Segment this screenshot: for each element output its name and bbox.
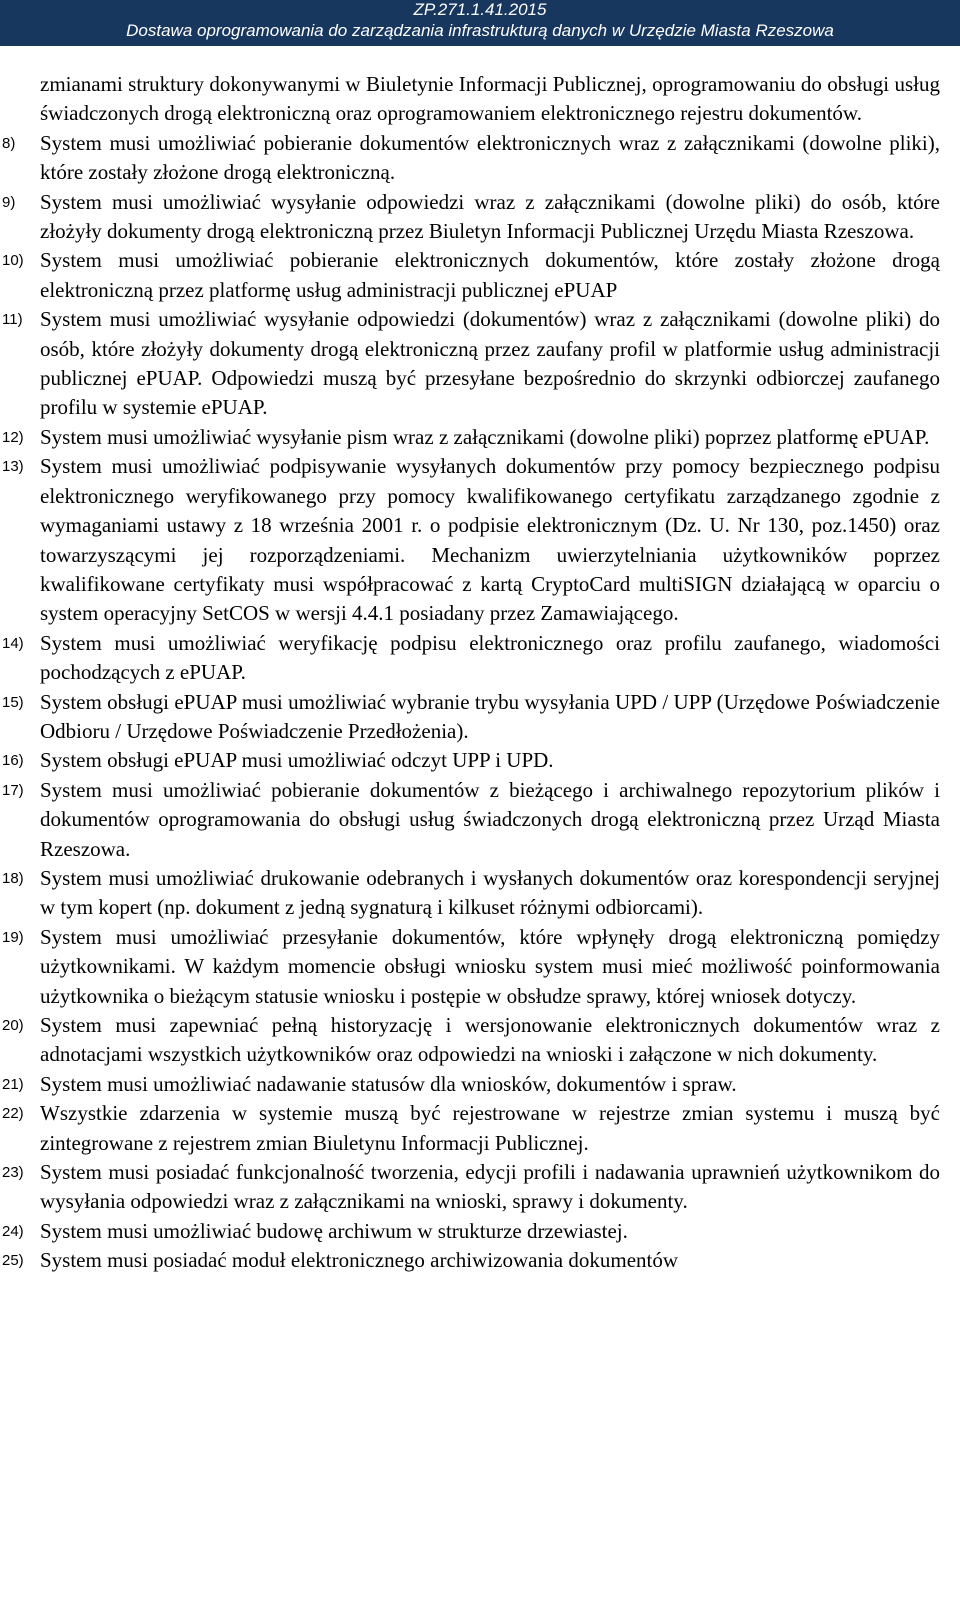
- list-item-number: 9): [2, 193, 16, 211]
- list-item-number: 24): [2, 1222, 24, 1240]
- list-item-text: System musi posiadać funkcjonalność tworzenia, edycji profili i nadawania uprawnień użytkownikom do wysyłania odpowiedzi wraz z załącznikami na wnioski, sprawy i dokumenty.: [40, 1160, 940, 1214]
- list-item: [2, 423, 940, 452]
- list-item: [2, 1070, 940, 1099]
- list-item-number: 16): [2, 752, 24, 770]
- list-item-text: System musi umożliwiać wysyłanie odpowiedzi (dokumentów) wraz z załącznikami (dowolne pliki) do osób, które złożyły dokumenty drogą elektroniczną przez zaufany profil w platformie usług administracji publicznej ePUAP. Odpowiedzi muszą być przesyłane bezpośrednio do skrzynki odbiorczej zaufanego profilu w systemie ePUAP.: [40, 307, 940, 420]
- list-item-number: 11): [2, 311, 23, 329]
- list-item-number: 20): [2, 1017, 24, 1034]
- list-item-text: System musi umożliwiać weryfikację podpisu elektronicznego oraz profilu zaufanego, wiadomości pochodzących z ePUAP.: [40, 630, 940, 685]
- requirements-list: [2, 129, 940, 1276]
- list-item-number: 13): [2, 458, 24, 476]
- list-item-text: System musi zapewniać pełną historyzację i wersjonowanie elektronicznych dokumentów wraz z adnotacjami wszystkich użytkowników oraz odpowiedzi na wnioski i załączone w nich dokumenty.: [40, 1013, 940, 1067]
- list-item-text: System musi umożliwiać podpisywanie wysyłanych dokumentów przy pomocy bezpiecznego podpisu elektronicznego weryfikowanego przy pomocy kwalifikowanego certyfikatu zarządzanego zgodnie z wymaganiami ustawy z 18 września 2001 r. o podpisie elektronicznym (Dz. U. Nr 130, poz.1450) oraz towarzyszącymi jej rozporządzeniami. Mechanizm uwierzytelniania użytkowników poprzez kwalifikowane certyfikaty musi współpracować z kartą CryptoCard multiSIGN działającą w oparciu o system operacyjny SetCOS w wersji 4.4.1 posiadany przez Zamawiającego.: [40, 454, 940, 626]
- list-item: [2, 188, 940, 247]
- list-item-text: System musi umożliwiać wysyłanie odpowiedzi wraz z załącznikami (dowolne pliki) do osób, które złożyły dokumenty drogą elektroniczną przez Biuletyn Informacji Publicznej Urzędu Miasta Rzeszowa.: [40, 189, 940, 244]
- list-item: [2, 776, 940, 864]
- list-item-number: 17): [2, 781, 24, 799]
- list-item-text: System musi umożliwiać budowę archiwum w strukturze drzewiastej.: [40, 1218, 628, 1243]
- list-item: [2, 452, 940, 628]
- list-item: [2, 629, 940, 688]
- list-item-number: 19): [2, 928, 24, 946]
- tender-reference: ZP.271.1.41.2015: [413, 0, 547, 19]
- list-item-text: System musi umożliwiać pobieranie elektronicznych dokumentów, które zostały złożone drogą elektroniczną przez platformę usług administracji publicznej ePUAP: [40, 248, 940, 302]
- document-header: [0, 0, 960, 46]
- list-item: [2, 746, 940, 775]
- list-item-number: 12): [2, 428, 24, 446]
- list-item: [2, 305, 940, 423]
- tender-subtitle: Dostawa oprogramowania do zarządzania infrastrukturą danych w Urzędzie Miasta Rzeszowa: [126, 21, 834, 40]
- list-item-text: System musi umożliwiać wysyłanie pism wraz z załącznikami (dowolne pliki) poprzez platformę ePUAP.: [40, 424, 930, 449]
- list-item-number: 22): [2, 1105, 24, 1123]
- list-item-text: System musi umożliwiać pobieranie dokumentów z bieżącego i archiwalnego repozytorium plików i dokumentów oprogramowania do obsługi usług świadczonych drogą elektroniczną przez Urząd Miasta Rzeszowa.: [40, 777, 940, 861]
- list-item-text: Wszystkie zdarzenia w systemie muszą być rejestrowane w rejestrze zmian systemu i muszą być zintegrowane z rejestrem zmian Biuletynu Informacji Publicznej.: [40, 1101, 940, 1155]
- list-item: [2, 1099, 940, 1158]
- list-item-number: 18): [2, 869, 24, 887]
- list-item: [2, 246, 940, 305]
- list-item: [2, 129, 940, 188]
- list-item: [2, 1158, 940, 1217]
- list-item-text: System musi umożliwiać przesyłanie dokumentów, które wpłynęły drogą elektroniczną pomiędzy użytkownikami. W każdym momencie obsługi wniosku system musi mieć możliwość poinformowania użytkownika o bieżącym statusie wniosku i postępie w obsłudze sprawy, której wniosek dotyczy.: [40, 924, 940, 1008]
- list-item-number: 23): [2, 1164, 24, 1182]
- list-item: [2, 923, 940, 1011]
- list-item-number: 14): [2, 634, 24, 652]
- list-item: [2, 688, 940, 747]
- list-item-text: System musi umożliwiać drukowanie odebranych i wysłanych dokumentów oraz korespondencji seryjnej w tym kopert (np. dokument z jedną sygnaturą i kilkuset różnymi odbiorcami).: [40, 865, 940, 920]
- requirements-body: [2, 70, 940, 1276]
- list-item-number: 21): [2, 1075, 24, 1093]
- list-item-number: 25): [2, 1252, 24, 1270]
- list-item-text: System musi posiadać moduł elektronicznego archiwizowania dokumentów: [40, 1248, 679, 1273]
- list-item-number: 15): [2, 693, 24, 711]
- list-item-text: System obsługi ePUAP musi umożliwiać wybranie trybu wysyłania UPD / UPP (Urzędowe Poświadczenie Odbioru / Urzędowe Poświadczenie Przedłożenia).: [40, 689, 940, 743]
- list-item-number: 8): [2, 134, 16, 152]
- list-item: [2, 1246, 940, 1275]
- list-item: [2, 864, 940, 923]
- list-item-number: 10): [2, 252, 24, 270]
- list-item: [2, 1217, 940, 1246]
- list-item-text: System obsługi ePUAP musi umożliwiać odczyt UPP i UPD.: [40, 748, 554, 773]
- list-item-text: System musi umożliwiać nadawanie statusów dla wniosków, dokumentów i spraw.: [40, 1071, 737, 1096]
- list-item: [2, 1011, 940, 1070]
- intro-paragraph: zmianami struktury dokonywanymi w Biuletynie Informacji Publicznej, oprogramowaniu do obsługi usług świadczonych drogą elektroniczną oraz oprogramowaniem elektronicznego rejestru dokumentów.: [40, 72, 940, 126]
- list-item-text: System musi umożliwiać pobieranie dokumentów elektronicznych wraz z załącznikami (dowolne pliki), które zostały złożone drogą elektroniczną.: [40, 130, 940, 185]
